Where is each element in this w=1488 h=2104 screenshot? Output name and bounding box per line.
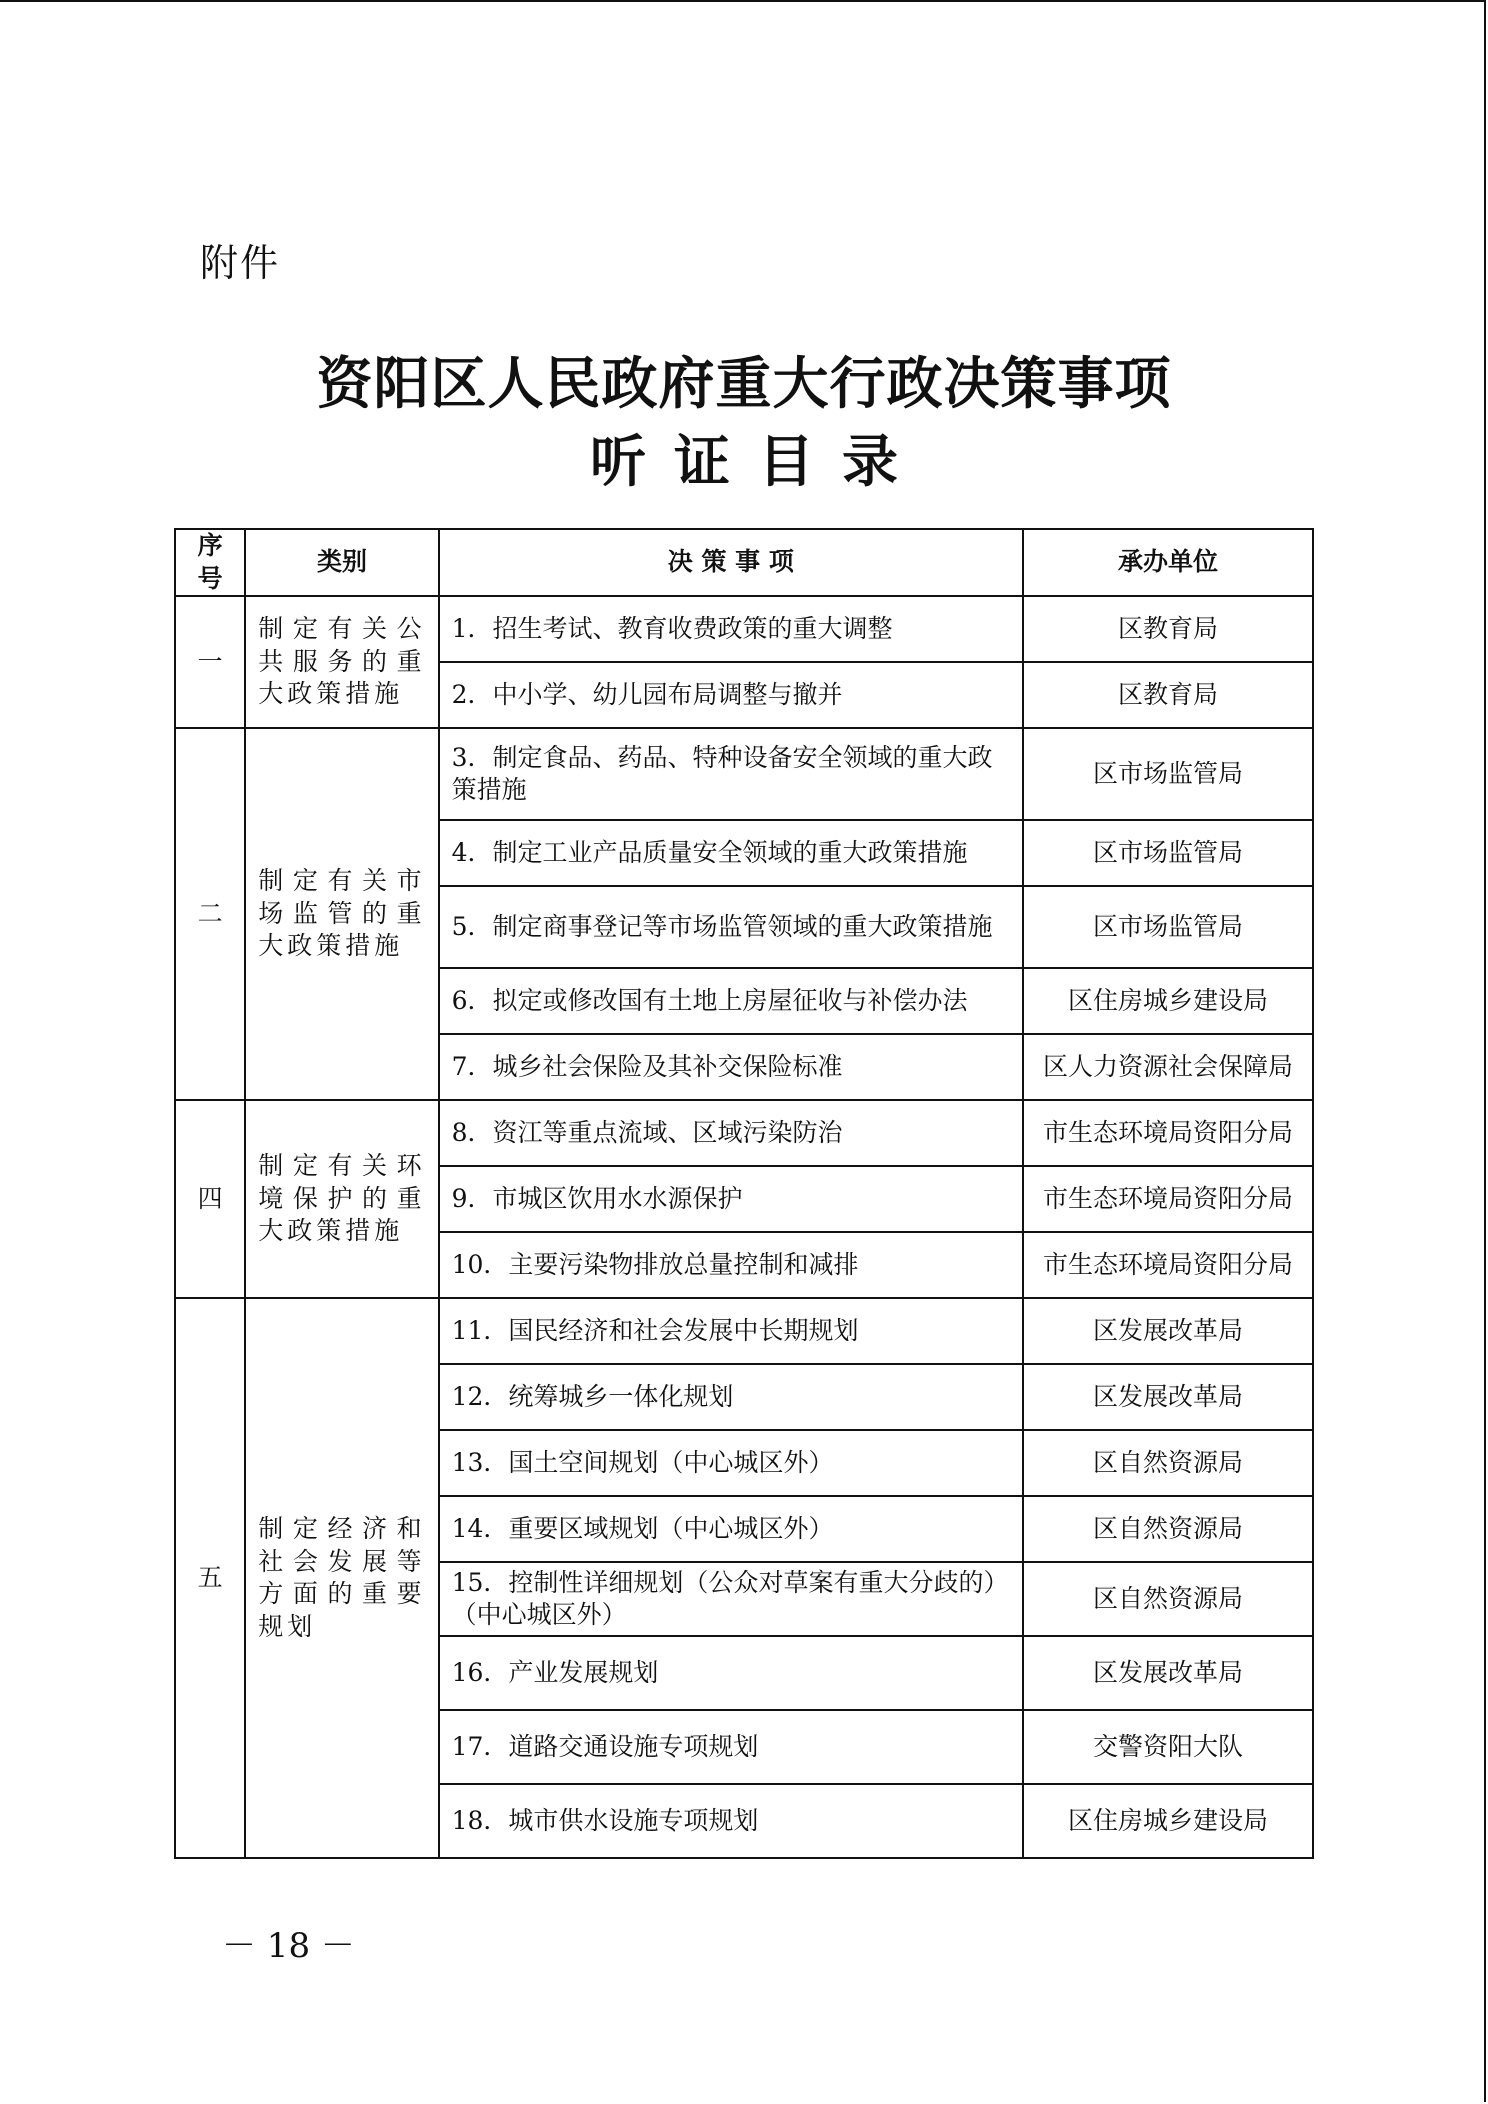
group-category: 制定有关环境保护的重大政策措施 [245, 1100, 438, 1298]
responsible-unit: 区发展改革局 [1023, 1298, 1313, 1364]
group-number: 二 [175, 728, 245, 1100]
decision-item: 12．统筹城乡一体化规划 [439, 1364, 1023, 1430]
responsible-unit: 区市场监管局 [1023, 886, 1313, 968]
group-category: 制定有关公共服务的重大政策措施 [245, 596, 438, 728]
decision-item: 7．城乡社会保险及其补交保险标准 [439, 1034, 1023, 1100]
responsible-unit: 区自然资源局 [1023, 1562, 1313, 1636]
decision-item: 11．国民经济和社会发展中长期规划 [439, 1298, 1023, 1364]
decision-item: 6．拟定或修改国有土地上房屋征收与补偿办法 [439, 968, 1023, 1034]
hearing-catalog-table [174, 528, 1314, 1859]
responsible-unit: 区教育局 [1023, 662, 1313, 728]
decision-item: 16．产业发展规划 [439, 1636, 1023, 1710]
decision-item: 5．制定商事登记等市场监管领域的重大政策措施 [439, 886, 1023, 968]
decision-item: 18．城市供水设施专项规划 [439, 1784, 1023, 1858]
header-unit: 承办单位 [1023, 529, 1313, 596]
decision-item: 2．中小学、幼儿园布局调整与撤并 [439, 662, 1023, 728]
decision-item: 9．市城区饮用水水源保护 [439, 1166, 1023, 1232]
responsible-unit: 区市场监管局 [1023, 728, 1313, 820]
decision-item: 13．国土空间规划（中心城区外） [439, 1430, 1023, 1496]
header-no: 序号 [175, 529, 245, 596]
page-number: － 18 － [222, 1926, 355, 1966]
decision-item: 15．控制性详细规划（公众对草案有重大分歧的）（中心城区外） [439, 1562, 1023, 1636]
responsible-unit: 区发展改革局 [1023, 1364, 1313, 1430]
responsible-unit: 区市场监管局 [1023, 820, 1313, 886]
decision-item: 3．制定食品、药品、特种设备安全领域的重大政策措施 [439, 728, 1023, 820]
group-number: 一 [175, 596, 245, 728]
decision-item: 17．道路交通设施专项规划 [439, 1710, 1023, 1784]
group-number: 五 [175, 1298, 245, 1858]
document-title-line2: 听证目录 [590, 429, 926, 495]
attachment-label: 附件 [200, 241, 281, 285]
responsible-unit: 区住房城乡建设局 [1023, 968, 1313, 1034]
responsible-unit: 市生态环境局资阳分局 [1023, 1232, 1313, 1298]
decision-item: 10．主要污染物排放总量控制和减排 [439, 1232, 1023, 1298]
table-row [175, 728, 1313, 820]
responsible-unit: 区住房城乡建设局 [1023, 1784, 1313, 1858]
header-category: 类别 [245, 529, 438, 596]
decision-item: 1．招生考试、教育收费政策的重大调整 [439, 596, 1023, 662]
group-number: 四 [175, 1100, 245, 1298]
table-row [175, 1100, 1313, 1166]
responsible-unit: 市生态环境局资阳分局 [1023, 1100, 1313, 1166]
responsible-unit: 交警资阳大队 [1023, 1710, 1313, 1784]
responsible-unit: 区人力资源社会保障局 [1023, 1034, 1313, 1100]
responsible-unit: 市生态环境局资阳分局 [1023, 1166, 1313, 1232]
document-title-line1: 资阳区人民政府重大行政决策事项 [316, 351, 1172, 417]
table-header-row [175, 529, 1313, 596]
table-row [175, 596, 1313, 662]
table-row [175, 1298, 1313, 1364]
header-item: 决 策 事 项 [439, 529, 1023, 596]
group-category: 制定经济和社会发展等方面的重要规划 [245, 1298, 438, 1858]
responsible-unit: 区自然资源局 [1023, 1496, 1313, 1562]
decision-item: 8．资江等重点流域、区域污染防治 [439, 1100, 1023, 1166]
table-body [175, 596, 1313, 1858]
responsible-unit: 区教育局 [1023, 596, 1313, 662]
group-category: 制定有关市场监管的重大政策措施 [245, 728, 438, 1100]
decision-item: 14．重要区域规划（中心城区外） [439, 1496, 1023, 1562]
decision-item: 4．制定工业产品质量安全领域的重大政策措施 [439, 820, 1023, 886]
responsible-unit: 区自然资源局 [1023, 1430, 1313, 1496]
responsible-unit: 区发展改革局 [1023, 1636, 1313, 1710]
